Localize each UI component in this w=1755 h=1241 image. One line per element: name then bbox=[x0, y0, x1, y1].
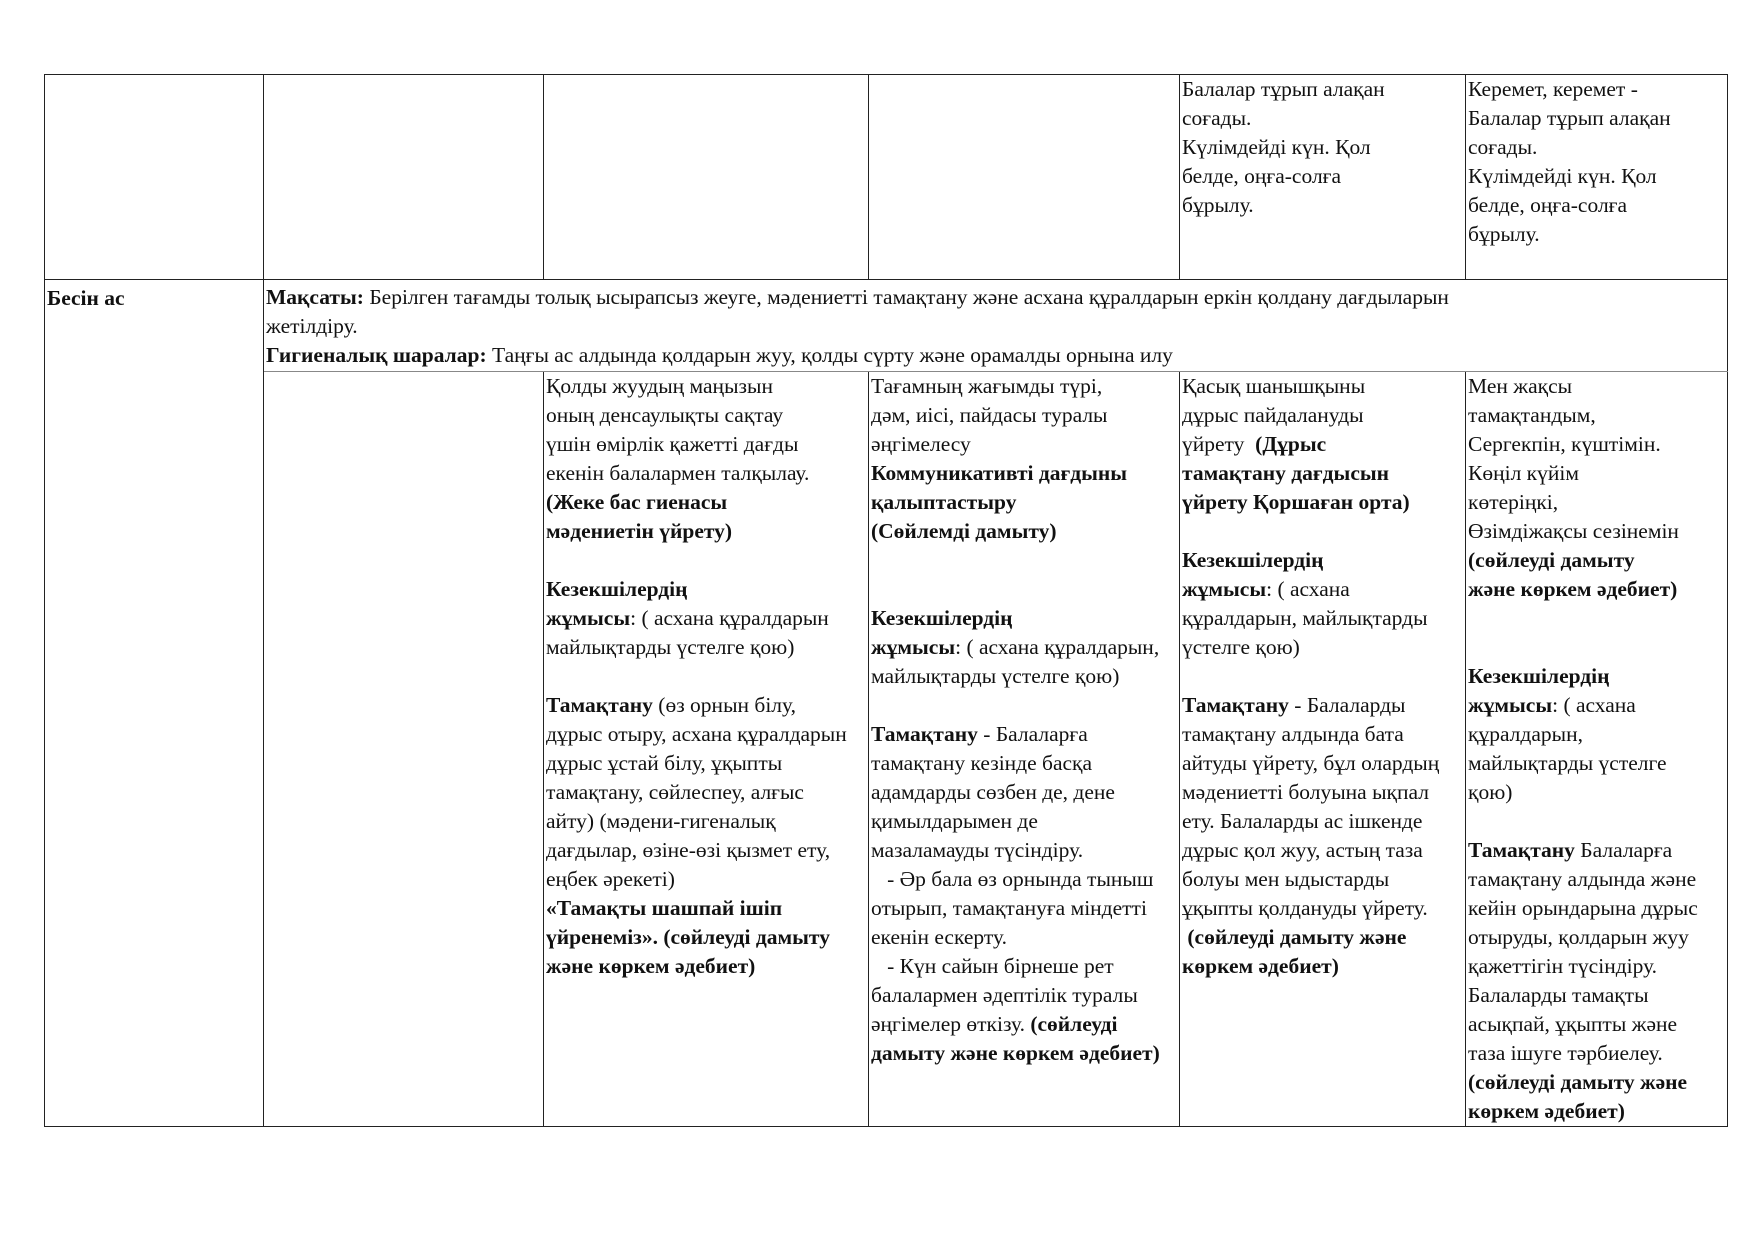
cell-line bbox=[1468, 836, 1727, 865]
cell-line: балалармен әдептілік туралы bbox=[871, 983, 1138, 1007]
section-title: Бесін ас bbox=[47, 286, 125, 310]
cell-line: үйрету Қоршаған орта) bbox=[1182, 490, 1410, 514]
cell-line: қажеттігін түсіндіру. bbox=[1468, 954, 1658, 978]
cell-line: (Жеке бас гиенасы bbox=[546, 490, 728, 514]
cell-line: белде, оңға-солға bbox=[1182, 164, 1342, 188]
cell-line: дамыту және көркем әдебиет) bbox=[871, 1041, 1160, 1065]
cell-text: : ( асхана құралдарын bbox=[630, 606, 829, 630]
goal-label: Мақсаты: bbox=[266, 285, 364, 309]
cell-line: Кезекшілердің bbox=[546, 577, 688, 601]
cell-line: Мен жақсы bbox=[1468, 374, 1573, 398]
cell-line: тамақтандым, bbox=[1468, 403, 1596, 427]
cell-line: қалыптастыру bbox=[871, 490, 1017, 514]
cell-line bbox=[546, 604, 868, 633]
cell-line bbox=[871, 633, 1179, 662]
cell-line: қою) bbox=[1468, 780, 1513, 804]
cell-line: дәм, иісі, пайдасы туралы bbox=[871, 403, 1108, 427]
table-cell bbox=[544, 372, 869, 1127]
cell-line: Кезекшілердің bbox=[1468, 664, 1610, 688]
cell-bold: жұмысы bbox=[1182, 577, 1267, 601]
cell-line: отыруды, қолдарын жуу bbox=[1468, 925, 1689, 949]
cell-text: - Балаларға bbox=[977, 722, 1088, 746]
cell-bold: Тамақтану bbox=[546, 693, 653, 717]
cell-line: Балаларды тамақты bbox=[1468, 983, 1649, 1007]
cell-line: (сөйлеуді дамыту және bbox=[1182, 925, 1407, 949]
cell-line: Қолды жуудың маңызын bbox=[546, 374, 773, 398]
cell-line bbox=[871, 720, 1179, 749]
cell-line: көтеріңкі, bbox=[1468, 490, 1559, 514]
cell-line bbox=[546, 691, 868, 720]
cell-line: таза ішуге тәрбиелеу. bbox=[1468, 1041, 1663, 1065]
plan-table bbox=[44, 74, 1728, 1127]
cell-line: Қасық шанышқыны bbox=[1182, 374, 1366, 398]
cell-bold: жұмысы bbox=[871, 635, 956, 659]
cell-bold: (Дұрыс bbox=[1255, 432, 1327, 456]
cell-text: үйрету bbox=[1182, 432, 1256, 456]
cell-line: екенін ескерту. bbox=[871, 925, 1007, 949]
cell-text: : ( асхана bbox=[1266, 577, 1350, 601]
cell-line: ету. Балаларды ас ішкенде bbox=[1182, 809, 1423, 833]
cell-line: - Күн сайын бірнеше рет bbox=[871, 954, 1114, 978]
cell-text: : ( асхана bbox=[1552, 693, 1636, 717]
cell-line: және көркем әдебиет) bbox=[1468, 577, 1678, 601]
cell-line: мәдениетті болуына ықпал bbox=[1182, 780, 1429, 804]
table-cell bbox=[1180, 372, 1466, 1127]
cell-line: көркем әдебиет) bbox=[1182, 954, 1339, 978]
cell-line: соғады. bbox=[1182, 106, 1252, 130]
table-cell bbox=[264, 372, 544, 1127]
cell-line: бұрылу. bbox=[1182, 193, 1254, 217]
cell-bold: Тамақтану bbox=[1468, 838, 1575, 862]
table-cell bbox=[869, 75, 1180, 280]
cell-line: тамақтану алдында бата bbox=[1182, 722, 1404, 746]
cell-line: көркем әдебиет) bbox=[1468, 1099, 1625, 1123]
cell-line: майлықтарды үстелге қою) bbox=[546, 635, 795, 659]
cell-line bbox=[1468, 691, 1727, 720]
cell-line: дұрыс қол жуу, астың таза bbox=[1182, 838, 1423, 862]
cell-line: Көңіл күйім bbox=[1468, 461, 1579, 485]
cell-line: тамақтану дағдысын bbox=[1182, 461, 1390, 485]
cell-line: адамдарды сөзбен де, дене bbox=[871, 780, 1115, 804]
cell-line: «Тамақты шашпай ішіп bbox=[546, 896, 783, 920]
cell-line: ұқыпты қолдануды үйрету. bbox=[1182, 896, 1428, 920]
cell-text: Балаларға bbox=[1574, 838, 1673, 862]
table-cell bbox=[1180, 75, 1466, 280]
cell-line: Балалар тұрып алақан bbox=[1468, 106, 1671, 130]
cell-line: құралдарын, bbox=[1468, 722, 1583, 746]
cell-line: Керемет, керемет - bbox=[1468, 77, 1638, 101]
cell-line: Тағамның жағымды түрі, bbox=[871, 374, 1103, 398]
cell-line: майлықтарды үстелге қою) bbox=[871, 664, 1120, 688]
cell-line: Күлімдейді күн. Қол bbox=[1468, 164, 1657, 188]
table-cell bbox=[1466, 75, 1728, 280]
cell-line: оның денсаулықты сақтау bbox=[546, 403, 784, 427]
cell-line: болуы мен ыдыстарды bbox=[1182, 867, 1390, 891]
table-cell bbox=[45, 75, 264, 280]
goal-text: Берілген тағамды толық ысырапсыз жеуге, мәдениетті тамақтану және асхана құралдарын еркін қолдану дағдыларын bbox=[363, 285, 1449, 309]
table-cell bbox=[869, 372, 1180, 1127]
goal-cell bbox=[264, 280, 1728, 372]
hygiene-label: Гигиеналық шаралар: bbox=[266, 343, 487, 367]
cell-line: белде, оңға-солға bbox=[1468, 193, 1628, 217]
cell-line: тамақтану алдында және bbox=[1468, 867, 1697, 891]
table-cell bbox=[264, 75, 544, 280]
section-title-cell bbox=[45, 280, 264, 1127]
table-cell bbox=[544, 75, 869, 280]
cell-line: - Әр бала өз орнында тыныш bbox=[871, 867, 1154, 891]
cell-line: үшін өмірлік қажетті дағды bbox=[546, 432, 799, 456]
goal-line-2: жетілдіру. bbox=[266, 314, 358, 338]
cell-line: айту) (мәдени-гигеналық bbox=[546, 809, 776, 833]
table-cell bbox=[1466, 372, 1728, 1127]
cell-line: Кезекшілердің bbox=[1182, 548, 1324, 572]
cell-bold: (сөйлеуді bbox=[1024, 1012, 1118, 1036]
cell-line: және көркем әдебиет) bbox=[546, 954, 756, 978]
cell-line: қимылдарымен де bbox=[871, 809, 1038, 833]
cell-line: екенін балалармен талқылау. bbox=[546, 461, 810, 485]
cell-bold: Тамақтану bbox=[1182, 693, 1289, 717]
table-row bbox=[45, 75, 1728, 280]
cell-line: бұрылу. bbox=[1468, 222, 1540, 246]
cell-text: : ( асхана құралдарын, bbox=[955, 635, 1160, 659]
cell-line: Күлімдейді күн. Қол bbox=[1182, 135, 1371, 159]
cell-line bbox=[871, 1010, 1179, 1039]
cell-line: Өзімдіжақсы сезінемін bbox=[1468, 519, 1679, 543]
table-row bbox=[45, 280, 1728, 372]
cell-text: - Балаларды bbox=[1288, 693, 1406, 717]
cell-line: әңгімелесу bbox=[871, 432, 971, 456]
cell-bold: жұмысы bbox=[1468, 693, 1553, 717]
cell-bold: жұмысы bbox=[546, 606, 631, 630]
cell-line: соғады. bbox=[1468, 135, 1538, 159]
cell-line bbox=[1182, 430, 1465, 459]
cell-line: кейін орындарына дұрыс bbox=[1468, 896, 1698, 920]
cell-line: еңбек әрекеті) bbox=[546, 867, 675, 891]
cell-bold: Тамақтану bbox=[871, 722, 978, 746]
cell-line: айтуды үйрету, бұл олардың bbox=[1182, 751, 1440, 775]
cell-line: мазаламауды түсіндіру. bbox=[871, 838, 1084, 862]
cell-text: (өз орнын білу, bbox=[652, 693, 797, 717]
cell-line: дағдылар, өзіне-өзі қызмет ету, bbox=[546, 838, 831, 862]
cell-line bbox=[1182, 575, 1465, 604]
cell-line: Кезекшілердің bbox=[871, 606, 1013, 630]
cell-line: мәдениетін үйрету) bbox=[546, 519, 733, 543]
cell-text: әңгімелер өткізу. bbox=[871, 1012, 1025, 1036]
hygiene-text: Таңғы ас алдында қолдарын жуу, қолды сүрту және орамалды орнына илу bbox=[486, 343, 1173, 367]
cell-line: отырып, тамақтануға міндетті bbox=[871, 896, 1147, 920]
cell-line: дұрыс пайдалануды bbox=[1182, 403, 1364, 427]
cell-line: үйренеміз». (сөйлеуді дамыту bbox=[546, 925, 830, 949]
cell-line: (сөйлеуді дамыту bbox=[1468, 548, 1635, 572]
cell-line: үстелге қою) bbox=[1182, 635, 1300, 659]
cell-line: асықпай, ұқыпты және bbox=[1468, 1012, 1678, 1036]
cell-line: құралдарын, майлықтарды bbox=[1182, 606, 1428, 630]
cell-line: тамақтану, сөйлеспеу, алғыс bbox=[546, 780, 804, 804]
cell-line: Балалар тұрып алақан bbox=[1182, 77, 1385, 101]
cell-line: Сергекпін, күштімін. bbox=[1468, 432, 1661, 456]
cell-line: дұрыс ұстай білу, ұқыпты bbox=[546, 751, 783, 775]
hygiene-line bbox=[266, 341, 1727, 370]
cell-line: (сөйлеуді дамыту және bbox=[1468, 1070, 1688, 1094]
cell-line: дұрыс отыру, асхана құралдарын bbox=[546, 722, 847, 746]
cell-line: Коммуникативті дағдыны bbox=[871, 461, 1128, 485]
cell-line: тамақтану кезінде басқа bbox=[871, 751, 1093, 775]
cell-line bbox=[1182, 691, 1465, 720]
cell-line: (Сөйлемді дамыту) bbox=[871, 519, 1057, 543]
goal-line bbox=[266, 283, 1727, 312]
cell-line: майлықтарды үстелге bbox=[1468, 751, 1667, 775]
table-row bbox=[45, 372, 1728, 1127]
